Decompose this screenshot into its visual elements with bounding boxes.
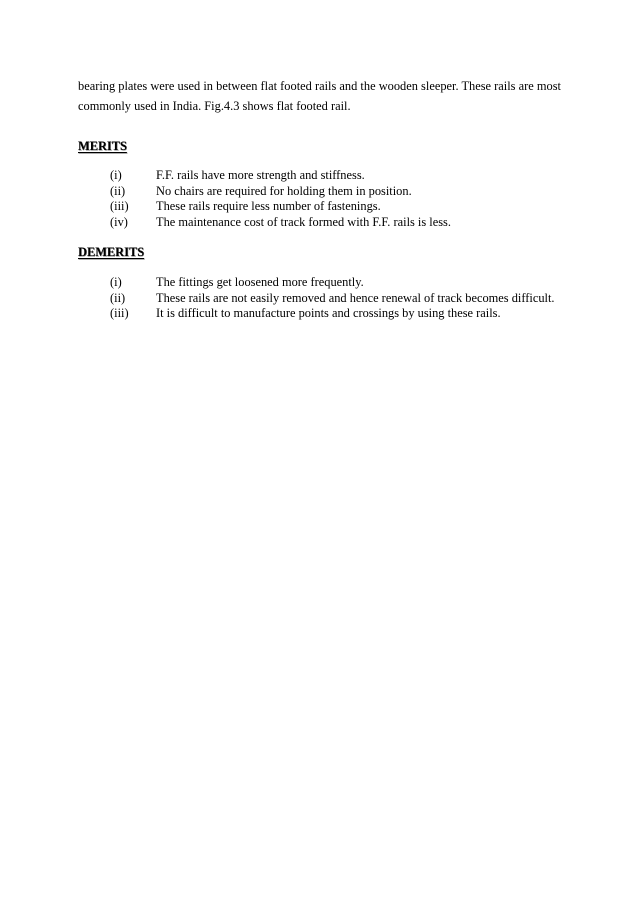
item-text: F.F. rails have more strength and stiffness. (156, 168, 365, 182)
merits-heading: MERITS (78, 139, 127, 153)
intro-paragraph: bearing plates were used in between flat footed rails and the wooden sleeper. These rails are most commonly used in India. Fig.4.3 shows flat footed rail. (78, 79, 561, 113)
item-number: (iv) (110, 214, 128, 229)
list-item (78, 215, 561, 231)
merits-list (78, 168, 561, 230)
item-text: These rails require less number of fastenings. (156, 199, 381, 213)
item-text: No chairs are required for holding them in position. (156, 183, 412, 198)
item-number: (iii) (110, 199, 129, 213)
item-number: (ii) (110, 183, 126, 198)
list-item (78, 199, 561, 215)
list-item (78, 168, 561, 184)
item-text: These rails are not easily removed and hence renewal of track becomes difficult. (156, 290, 555, 305)
item-text: The fittings get loosened more frequently. (156, 275, 364, 289)
demerits-heading: DEMERITS (78, 245, 145, 259)
item-text: It is difficult to manufacture points and crossings by using these rails. (156, 306, 501, 320)
list-item (78, 275, 561, 291)
list-item (78, 291, 561, 307)
demerits-list (78, 275, 561, 322)
item-number: (i) (110, 168, 122, 182)
list-item (78, 306, 561, 322)
item-number: (ii) (110, 290, 126, 305)
item-number: (i) (110, 275, 122, 289)
document-page (78, 76, 561, 322)
item-text: The maintenance cost of track formed with F.F. rails is less. (156, 214, 451, 229)
item-number: (iii) (110, 306, 129, 320)
list-item (78, 184, 561, 200)
